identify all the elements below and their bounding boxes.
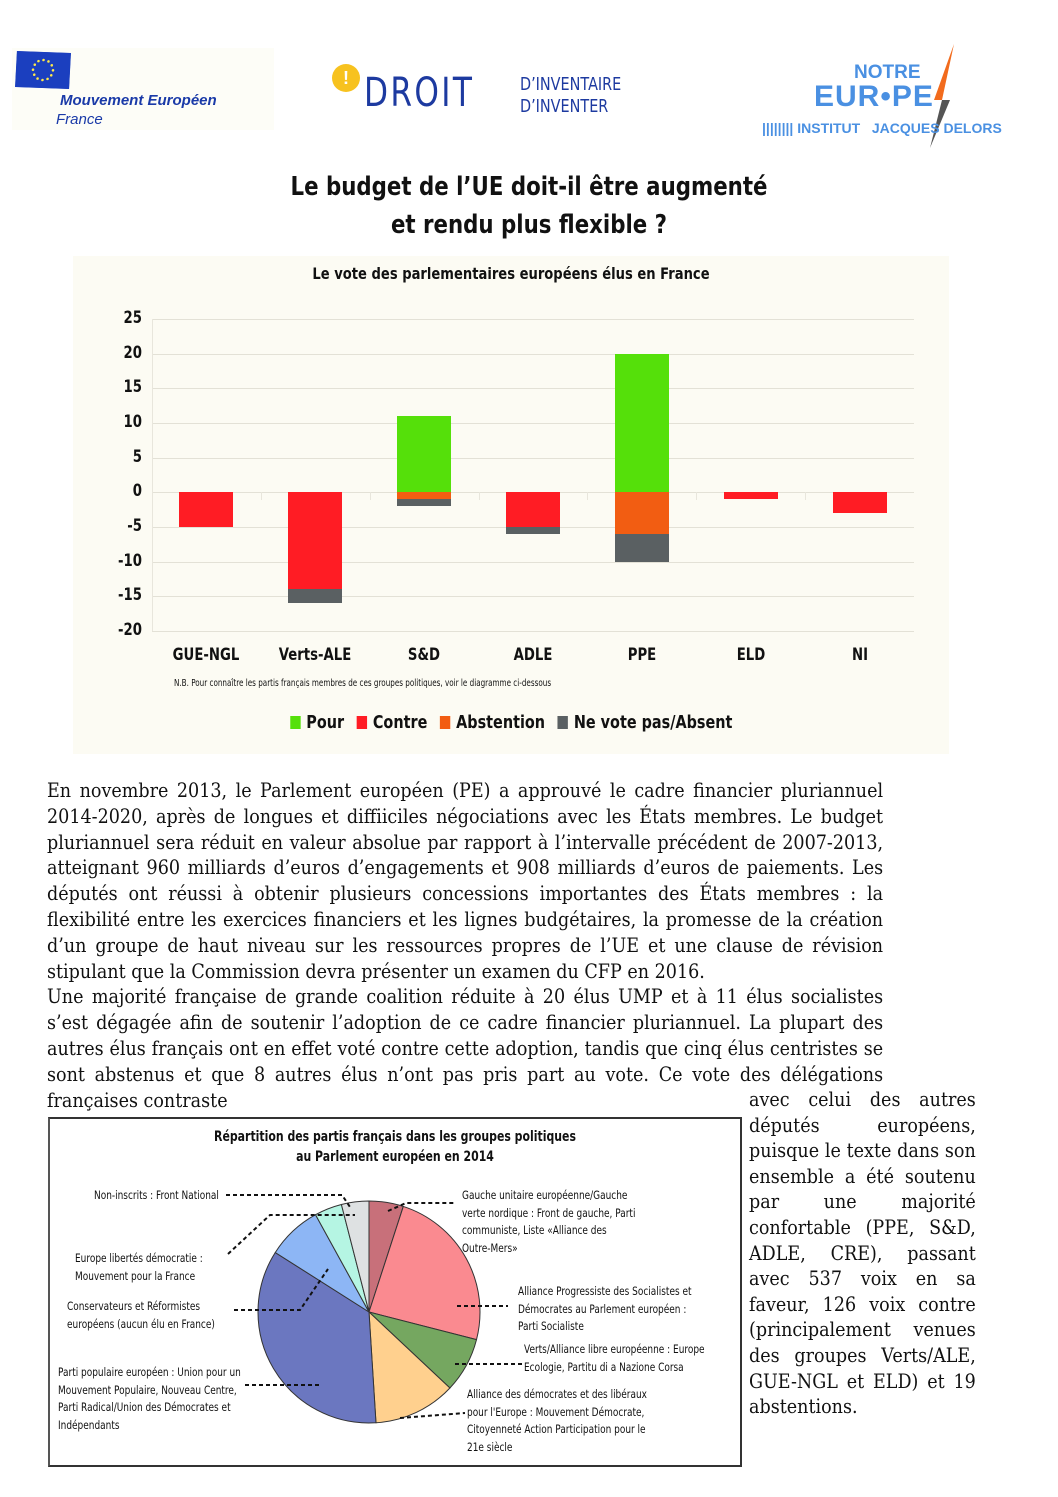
exclamation-icon: ! [332, 64, 360, 92]
logo-line2: D’INVENTER [520, 96, 609, 117]
legend-item: Abstention [440, 712, 545, 733]
legend-item: Pour [290, 712, 344, 733]
gridline [152, 458, 914, 459]
gridline [152, 423, 914, 424]
paragraph-2: Une majorité française de grande coalition réduite à 20 élus UMP et à 11 élus socialistes s’est dégagée afin de soutenir l’adoption de ce cadre financier pluriannuel. La plupart des autres élus français ont en effet voté contre cette adoption, tandis que cinq élus centristes se sont abstenus et que 8 autres élus n’ont pas pris part au vote. Ce vote des délégations françaises contraste [47, 985, 884, 1112]
mouvement-europeen-logo [12, 48, 274, 130]
bar-segment [397, 492, 451, 499]
x-tick-label: S&D [408, 645, 441, 665]
legend-item: Contre [357, 712, 427, 733]
bar-segment [288, 589, 342, 603]
label-sd: Alliance Progressiste des Socialistes et Démocrates au Parlement européen : Parti Socialiste [518, 1284, 692, 1333]
gridline [152, 631, 914, 632]
chart-legend [73, 712, 949, 733]
x-tick-label: PPE [627, 645, 657, 665]
notre-europe-logo [762, 40, 1024, 152]
label-non-inscrits: Non-inscrits : Front National [94, 1188, 219, 1202]
legend-swatch [440, 716, 450, 729]
label-adle: Alliance des démocrates et des libéraux pour l'Europe : Mouvement Démocrate, Citoyenneté Action Participation pour le 21e siècle [467, 1387, 647, 1454]
x-tick-label: GUE-NGL [173, 645, 240, 665]
pie-title-line2: au Parlement européen en 2014 [296, 1149, 494, 1165]
label-gue-ngl: Gauche unitaire européenne/Gauche verte nordique : Front de gauche, Parti communiste, Liste «Alliance des Outre-Mers» [462, 1188, 636, 1255]
y-tick-label: -5 [127, 516, 142, 536]
chart-note: N.B. Pour connaître les partis français membres de ces groupes politiques, voir le diagramme ci-dessous [174, 678, 552, 689]
bar-segment [833, 492, 887, 513]
bar-segment [615, 534, 669, 562]
page-title [95, 168, 963, 244]
y-tick-label: -15 [118, 585, 142, 606]
logo-line1: D’INVENTAIRE [520, 74, 622, 95]
droit-inventaire-logo [330, 62, 680, 122]
logo-droit-subtitle [520, 74, 621, 118]
logo-europe: EUR•PE [814, 80, 934, 113]
y-tick-label: 5 [132, 446, 142, 467]
y-tick-label: 25 [123, 308, 142, 328]
y-tick-label: -10 [118, 550, 142, 571]
x-tick-label: Verts-ALE [278, 645, 352, 665]
y-tick-label: -20 [118, 620, 142, 640]
pie-title-line1: Répartition des partis français dans les groupes politiques [214, 1129, 576, 1145]
y-tick-label: 20 [123, 342, 142, 363]
legend-swatch [557, 716, 567, 729]
label-ppe: Parti populaire européen : Union pour un Mouvement Populaire, Nouveau Centre, Parti Radical/Union des Démocrates et Indépendants [58, 1365, 241, 1432]
x-tick-label: NI [851, 645, 868, 665]
bar-segment [179, 492, 233, 527]
eu-flag-icon [15, 51, 71, 89]
label-eld: Europe libertés démocratie : Mouvement pour la France [75, 1251, 203, 1283]
paragraph-1: En novembre 2013, le Parlement européen (PE) a approuvé le cadre financier pluriannuel 2014-2020, après de longues et diffiiciles négociations avec les États membres. Le budget pluriannuel sera réduit en valeur absolue par rapport à l’intervalle précédent de 2007-2013, atteignant 960 milliards d’euros d’engagements et 908 milliards d’euros de paiements. Les députés ont réussi à obtenir plusieurs concessions importantes des États membres : la flexibilité entre les exercices financiers et les lignes budgétaires, la promesse de la création d’un groupe de haut niveau sur les ressources propres de l’UE et une clause de révision stipulant que la Commission devra présenter un examen du CFP en 2016. [47, 779, 884, 983]
y-tick-label: 15 [123, 377, 142, 398]
gridline [152, 596, 914, 597]
pie-chart-box [48, 1117, 742, 1467]
logo-title: Mouvement Européen [60, 92, 217, 109]
chart-title: Le vote des parlementaires européens élus en France [312, 264, 710, 283]
legend-item: Ne vote pas/Absent [557, 712, 732, 733]
logo-subtitle: France [56, 111, 103, 128]
leader-line [226, 1195, 350, 1207]
x-tick-label: ELD [736, 645, 765, 665]
gridline [152, 354, 914, 355]
bar-chart-plot [152, 319, 914, 631]
bar-segment [288, 492, 342, 589]
logo-droit: DROIT [364, 70, 475, 116]
gridline [152, 319, 914, 320]
bar-segment [506, 492, 560, 527]
x-tick-label: ADLE [513, 645, 553, 665]
title-line1: Le budget de l’UE doit-il être augmenté [290, 172, 768, 202]
title-line2: et rendu plus flexible ? [390, 210, 668, 240]
legend-swatch [357, 716, 367, 729]
article-body-continued: avec celui des autres députés européens, puisque le texte dans son ensemble a été soutenu par une majorité confortable (PPE, S&D, ADLE, CRE), passant avec 537 voix en sa faveur, 126 voix contre (principalement venues des groupes Verts/ALE, GUE-NGL et ELD) et 19 abstentions. [749, 1088, 976, 1419]
gridline [152, 562, 914, 563]
vote-chart-panel [73, 256, 949, 754]
legend-swatch [290, 716, 300, 729]
logo-institut: |||||||| INSTITUT JACQUES DELORS [762, 120, 1002, 136]
gridline [152, 388, 914, 389]
y-tick-label: 0 [132, 481, 142, 502]
label-cre: Conservateurs et Réformistes européens (aucun élu en France) [67, 1299, 215, 1331]
bar-segment [397, 416, 451, 492]
bar-segment [724, 492, 778, 499]
label-verts: Verts/Alliance libre européenne : Europe Ecologie, Partitu di a Nazione Corsa [524, 1342, 705, 1374]
y-tick-label: 10 [123, 412, 142, 432]
bar-segment [615, 354, 669, 493]
logo-notre: NOTRE [854, 62, 921, 83]
bar-segment [506, 527, 560, 534]
bar-segment [397, 499, 451, 506]
bar-segment [615, 492, 669, 534]
article-body [47, 778, 883, 1113]
